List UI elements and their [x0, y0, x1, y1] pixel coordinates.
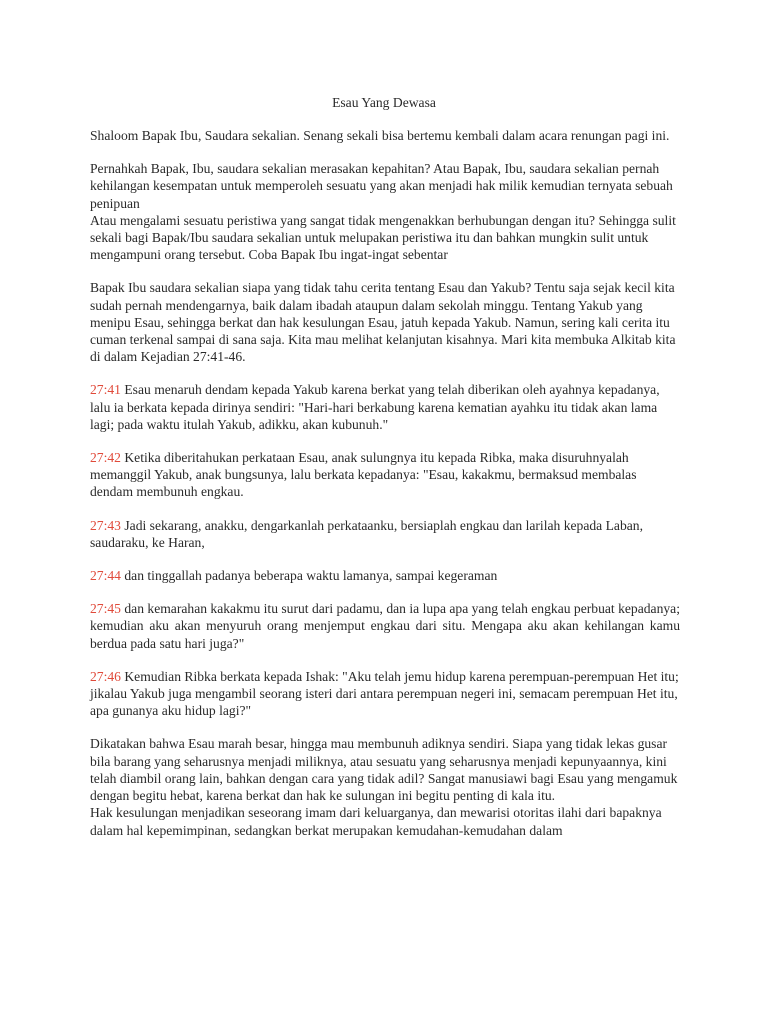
verse-text: Kemudian Ribka berkata kepada Ishak: "Aku telah jemu hidup karena perempuan-perempuan Het itu; jikalau Yakub juga mengambil seorang isteri dari antara perempuan negeri ini, semacam perempuan Het itu, apa gunanya aku hidup lagi?": [90, 668, 679, 719]
paragraph-question: Pernahkah Bapak, Ibu, saudara sekalian merasakan kepahitan? Atau Bapak, Ibu, saudara sekalian pernah kehilangan kesempatan untuk memperoleh sesuatu yang akan menjadi hak milik kemudian ternyata sebuah penipuan: [90, 161, 673, 211]
paragraph-birthright: Hak kesulungan menjadikan seseorang imam dari keluarganya, dan mewarisi otoritas ilahi dari bapaknya dalam hal kepemimpinan, sedangkan berkat merupakan kemudahan-kemudahan dalam: [90, 805, 662, 838]
verse-paragraph: [90, 449, 680, 501]
paragraph-commentary: Dikatakan bahwa Esau marah besar, hingga mau membunuh adiknya sendiri. Siapa yang tidak lekas gusar bila barang yang seharusnya menjadi miliknya, atau sesuatu yang seharusnya menjadi kepunyaannya, kini telah diambil orang lain, bahkan dengan cara yang tidak adil? Sangat manusiawi bagi Esau yang mengamuk dengan begitu hebat, karena berkat dan hak ke sulungan ini begitu penting di kala itu.: [90, 736, 678, 804]
paragraph-story-intro: Bapak Ibu saudara sekalian siapa yang tidak tahu cerita tentang Esau dan Yakub? Tentu saja sejak kecil kita sudah pernah mendengarnya, baik dalam ibadah ataupun dalam sekolah minggu. Tentang Yakub yang menipu Esau, sehingga berkat dan hak kesulungan Esau, jatuh kepada Yakub. Namun, sering kali cerita itu cuman terkenal sampai di sana saja. Kita mau melihat kelanjutan kisahnya. Mari kita membuka Alkitab kita di dalam Kejadian 27:41-46.: [90, 280, 676, 365]
verse-ref: 27:42: [90, 450, 121, 466]
verse-ref: 27:45: [90, 601, 121, 617]
verse-text: dan tinggallah padanya beberapa waktu lamanya, sampai kegeraman: [120, 568, 498, 584]
verse-ref: 27:43: [90, 517, 121, 533]
document-title: Esau Yang Dewasa: [332, 95, 436, 110]
verse-text: Esau menaruh dendam kepada Yakub karena berkat yang telah diberikan oleh ayahnya kepadanya, lalu ia berkata kepada dirinya sendiri: "Hari-hari berkabung karena kematian ayahku itu tidak akan lama lagi; pada waktu itulah Yakub, adikku, akan kubunuh.": [90, 382, 660, 432]
verse-ref: 27:46: [90, 668, 121, 684]
verse-paragraph: [90, 381, 680, 433]
verse-paragraph: [90, 600, 680, 652]
verse-text: dan kemarahan kakakmu itu surut dari padamu, dan ia lupa apa yang telah engkau perbuat kepadanya; kemudian aku akan menyuruh orang menjemput engkau dari situ. Mengapa aku akan kehilangan kamu berdua pada satu hari juga?": [90, 601, 680, 651]
verse-text: Ketika diberitahukan perkataan Esau, anak sulungnya itu kepada Ribka, maka disuruhnyalah memanggil Yakub, anak bungsunya, lalu berkata kepadanya: "Esau, kakakmu, bermaksud membalas dendam membunuh engkau.: [90, 450, 637, 500]
document-body: [90, 127, 680, 855]
verse-ref: 27:44: [90, 568, 121, 584]
verse-paragraph: [90, 567, 680, 584]
verse-paragraph: [90, 517, 680, 551]
paragraph-greeting: Shaloom Bapak Ibu, Saudara sekalian. Senang sekali bisa bertemu kembali dalam acara renungan pagi ini.: [90, 128, 670, 143]
verse-text: Jadi sekarang, anakku, dengarkanlah perkataanku, bersiaplah engkau dan larilah kepada Laban, saudaraku, ke Haran,: [90, 517, 643, 550]
paragraph-reflection: Atau mengalami sesuatu peristiwa yang sangat tidak mengenakkan berhubungan dengan itu? Sehingga sulit sekali bagi Bapak/Ibu saudara sekalian untuk melupakan peristiwa itu dan bahkan mungkin sulit untuk mengampuni orang tersebut. Coba Bapak Ibu ingat-ingat sebentar: [90, 212, 676, 263]
verse-ref: 27:41: [90, 382, 121, 398]
verse-paragraph: [90, 668, 680, 720]
